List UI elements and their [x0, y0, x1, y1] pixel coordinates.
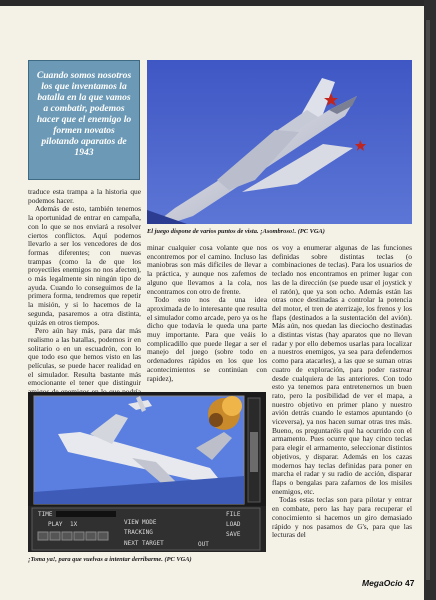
- paragraph: Además de esto, también tenemos la oportunidad de entrar en campaña, con lo que se nos enviará a resolver ciertos conflictos. Aquí podemos llevarlo a ser los vencedores de dos formas diferentes; con nuevas trampas (como la de que los proyectiles enemigos no nos afecten), o más legalmente sin ningún tipo de ayuda. Cuando lo conseguimos de la primera forma, tendremos que repetir la misión, y si lo hacemos de la segunda, pasaremos a otra distinta, quizás en otros tiempos.: [28, 204, 141, 327]
- hud-view-mode: VIEW MODE: [124, 519, 157, 526]
- page-folio: [362, 578, 414, 588]
- magazine-brand: MegaOcio: [362, 578, 403, 588]
- page-number: 47: [405, 578, 415, 588]
- hud-next-target: NEXT TARGET: [124, 540, 164, 547]
- hud-out: OUT: [198, 541, 209, 548]
- paragraph: Todas estas teclas son para pilotar y entrar en combate, pero las hay para recuperar el conocimiento si hacemos un giro demasiado rápido y nos pasamos de G's, para que las lecturas del: [272, 495, 412, 540]
- text-column-2: [147, 244, 267, 383]
- hud-time-label: TIME: [38, 511, 53, 518]
- hud-load: LOAD: [226, 521, 241, 528]
- paragraph: Pero aún hay más, para dar más realismo a las batallas, podemos ir en solitario o en un escuadrón, con lo que todo eso que hemos visto en las películas, se puede hacer realidad en el simulador. Resulta bastante más emocionante el tener que distinguir: [28, 326, 141, 388]
- hud-play-value: 1X: [70, 521, 78, 528]
- game-screenshot: [28, 392, 266, 552]
- scan-edge-right: [424, 0, 436, 600]
- paragraph: Todo esto nos da una idea aproximada de lo interesante que resulta el simulador como arcade, pero ya os he dicho que todavía le queda una parte muy importante. Para que veáis lo complicadillo que puede llegar a ser el manejo del juego (sobre todo en ordenadores rápidos en los que los acontecimientos se continúan con rapidez),: [147, 295, 267, 383]
- scan-edge-top: [0, 0, 436, 6]
- paragraph: traduce esta trampa a la historia que podemos hacer.: [28, 187, 141, 205]
- text-column-1: [28, 188, 141, 414]
- bottom-photo-caption: ¡Toma ya!, para que vuelvas a intentar derribarme. (PC VGA): [28, 556, 192, 563]
- paragraph: os voy a enumerar algunas de las funciones definidas sobre distintas teclas (o combinaciones de teclas). Para los usuarios de teclado nos encontramos en primer lugar con las de la dirección (se puede usar el joystick y el ratón), que ya son ocho. Además están las otras once destinadas a controlar la potencia del motor, el tren de aterrizaje, los frenos y los flaps (destinados a la sustentación del avión). Más aún, nos quedan las dieciocho destinadas a distintas vistas (hay aparatos que no llevan radar y por ello debemos usarlas para localizar a nuestros enemigos, ya sea para defendernos como para atacarles), a las que se suman otras cuatro de exploración, para poder rastrear desde cualquiera de las anteriores. Con todo esto ya tenemos para entretenernos un buen rato, pero la posibilidad de ver el mapa, a nuestro objetivo en primer plano y nuestro avión detrás cuando le estamos apuntando (o viceversa), ya nos hacen sumar otras tres más. Bueno, os preguntaréis qué ha ocurrido con el armamento. Pues ocurre que hay cinco teclas para elegir el armamento, seleccionar distintos objetivos, y disparar. Además en los cazas modernos hay teclas definidas para poner en marcha el radar y su radio de acción, disparar flaps o bengalas para zafarnos de los misiles enemigos, etc.: [272, 243, 412, 496]
- paragraph: minar cualquier cosa volante que nos encontremos por el camino. Incluso las maniobras son más difíciles de llevar a la práctica, y aunque nos zafemos de alguno que llevamos a la cola, nos encontramos con otro de frente.: [147, 243, 267, 296]
- hud-save: SAVE: [226, 531, 241, 538]
- top-photo-caption: El juego dispone de varios puntos de vista. ¡Asombroso!. (PC VGA): [147, 228, 325, 235]
- text-column-3: [272, 244, 412, 540]
- hud-play-label: PLAY: [48, 521, 63, 528]
- jet-sky-illustration: [147, 60, 412, 224]
- pull-quote-text: Cuando somos nosotros los que inventamos la batalla en la que vamos a combatir, podemos hacer que el enemigo lo formen novatos pilotando aparatos de 1943: [36, 70, 132, 158]
- bottom-photo: [28, 392, 266, 552]
- hud-file: FILE: [226, 511, 241, 518]
- pull-quote-box: [28, 60, 140, 180]
- hud-tracking: TRACKING: [124, 529, 153, 536]
- top-photo: [147, 60, 412, 224]
